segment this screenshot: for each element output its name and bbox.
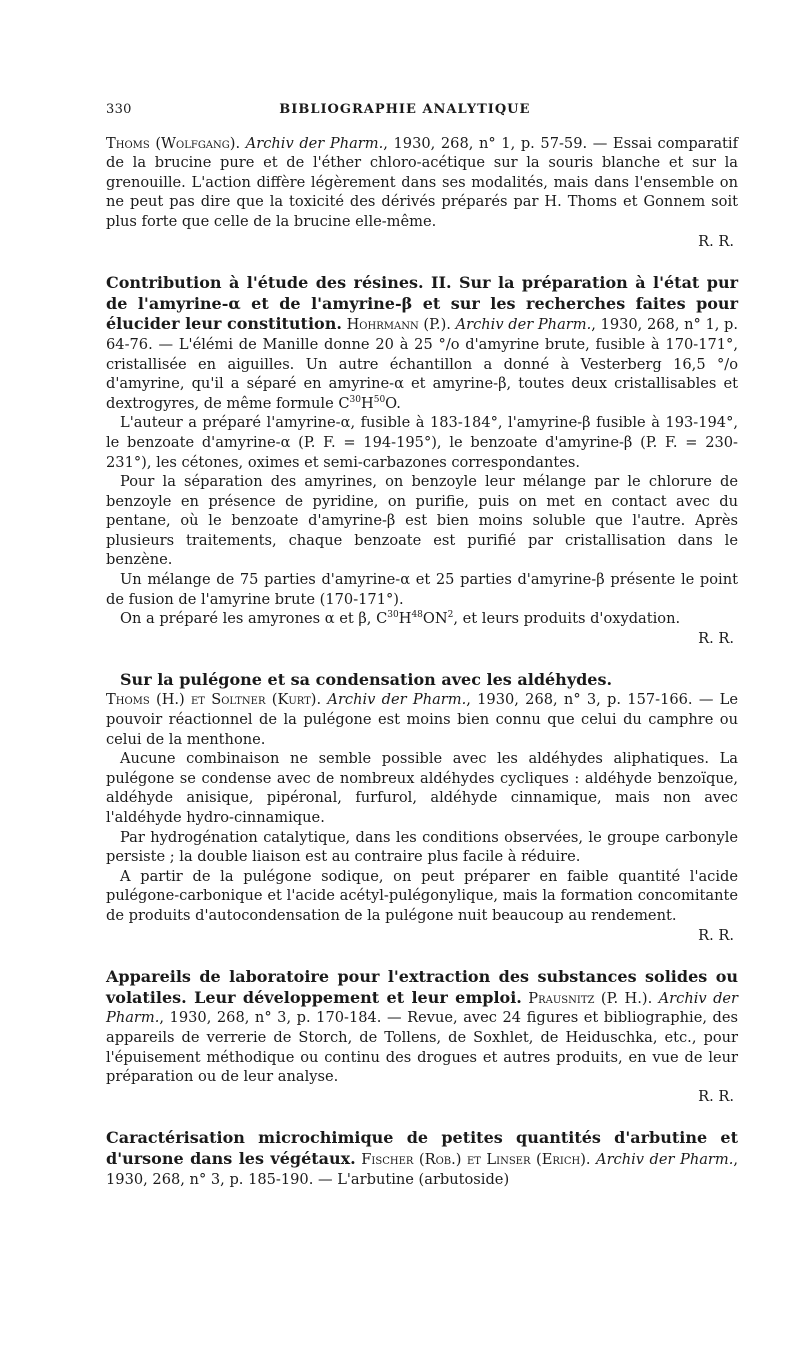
signature: R. R.	[698, 926, 734, 944]
entry-body	[106, 134, 738, 232]
entry-pulegone	[106, 670, 738, 945]
entry-text: , 1930, 268, n° 1, p. 57-59. — Essai comparatif de la brucine pure et de l'éther chloro-acétique sur la souris blanche et sur la grenouille. L'action diffère légèrement dans ses modalités, mais dans l'ensemble on ne peut pas dire que la toxicité des dérivés préparés par H. Thoms et Gonnem soit plus forte que celle de la brucine elle-même.	[106, 134, 738, 230]
text-run: , et leurs produits d'oxydation.	[453, 610, 681, 628]
entry-text: , 1930, 268, n° 3, p. 185-190. — L'arbutine (arbutoside)	[106, 1150, 739, 1188]
paragraph: Aucune combinaison ne semble possible avec les aldéhydes aliphatiques. La pulégone se condense avec de nombreux aldéhydes cycliques : aldéhyde benzoïque, aldéhyde anisique, pipéronal, furfurol, aldéhyde cinnamique, mais non avec l'aldéhyde hydro-cinnamique.	[106, 750, 738, 826]
entry-resines	[106, 273, 738, 648]
journal-name: Archiv der Pharm.	[327, 691, 467, 709]
paragraph: Par hydrogénation catalytique, dans les conditions observées, le groupe carbonyle persiste ; la double liaison est au contraire plus facile à réduire.	[106, 828, 738, 866]
entry-title: Appareils de laboratoire pour l'extraction des substances solides ou volatiles. Leur développement et leur emploi.	[106, 967, 738, 1007]
formula-sup: 50	[373, 394, 386, 405]
entry-brucine	[106, 134, 738, 252]
journal-name: Archiv der Pharm.	[245, 134, 384, 152]
paragraph: Un mélange de 75 parties d'amyrine-α et 25 parties d'amyrine-β présente le point de fusion de l'amyrine brute (170-171°).	[106, 571, 738, 608]
formula-sup: 2	[447, 610, 454, 621]
entry-body	[106, 690, 738, 749]
paragraph: A partir de la pulégone sodique, on peut préparer en faible quantité l'acide pulégone-carbonique et l'acide acétyl-pulégonylique, mais la formation concomitante de produits d'autocondensation de la pulégone nuit beaucoup au rendement.	[106, 867, 738, 924]
formula-sup: 30	[387, 610, 399, 621]
entry-body	[106, 1128, 738, 1189]
formula-sup: 48	[411, 610, 423, 621]
paragraph	[106, 609, 738, 629]
signature: R. R.	[698, 629, 734, 647]
entry-authors: Fischer (Rob.) et Linser (Erich).	[361, 1150, 591, 1168]
formula-part: H	[398, 610, 412, 628]
entry-arbutine	[106, 1128, 738, 1189]
formula-part: O.	[385, 394, 401, 412]
entry-appareils	[106, 967, 738, 1106]
entry-text: , 1930, 268, n° 3, p. 170-184. — Revue, avec 24 figures et bibliographie, des appareils de verrerie de Storch, de Tollens, de Soxhlet, de Heiduschka, etc., pour l'épuisement méthodique ou continu des drogues et autres produits, en vue de leur préparation ou de leur analyse.	[106, 1009, 738, 1086]
paragraph: L'auteur a préparé l'amyrine-α, fusible à 183-184°, l'amyrine-β fusible à 193-194°, le benzoate d'amyrine-α (P. F. = 194-195°), le benzoate d'amyrine-β (P. F. = 230-231°), les cétones, oximes et semi-carbazones correspondantes.	[106, 414, 738, 471]
entry-text: , 1930, 268, n° 3, p. 157-166. — Le pouvoir réactionnel de la pulégone est moins bien connu que celui du camphre ou celui de la menthone.	[106, 691, 739, 748]
entry-authors: Thoms (Wolfgang).	[106, 134, 241, 152]
journal-name: Archiv der Pharm.	[596, 1150, 734, 1168]
journal-name: Archiv der Pharm.	[455, 316, 592, 334]
entry-title: Caractérisation microchimique de petites quantités d'arbutine et d'ursone dans les végétaux.	[106, 1128, 738, 1168]
formula-part: ON	[422, 610, 448, 628]
entry-authors: Thoms (H.) et Soltner (Kurt).	[106, 691, 322, 709]
entry-title: Sur la pulégone et sa condensation avec les aldéhydes.	[120, 670, 613, 690]
text-run: On a préparé les amyrones α et β, C	[120, 610, 388, 628]
formula-sup: 30	[349, 394, 361, 405]
page	[106, 100, 738, 1189]
paragraph: Pour la séparation des amyrines, on benzoyle leur mélange par le chlorure de benzoyle en présence de pyridine, on purifie, puis on met en contact avec du pentane, où le benzoate d'amyrine-β est bien moins soluble que l'autre. Après plusieurs traitements, chaque benzoate est purifié par cristallisation dans le benzène.	[106, 473, 738, 569]
running-title: BIBLIOGRAPHIE ANALYTIQUE	[279, 102, 531, 117]
entry-authors: Prausnitz (P. H.).	[528, 989, 653, 1007]
page-number: 330	[106, 102, 132, 117]
entry-body	[106, 967, 738, 1087]
entry-body	[106, 273, 738, 413]
entry-title: Contribution à l'étude des résines. II. Sur la préparation à l'état pur de l'amyrine-α et de l'amyrine-β et sur les recherches faites pour élucider leur constitution.	[106, 273, 738, 334]
entry-authors: Hohrmann (P.).	[346, 316, 451, 334]
signature: R. R.	[698, 232, 734, 250]
signature: R. R.	[698, 1087, 734, 1105]
journal-name: Archiv der Pharm.	[106, 989, 739, 1027]
entry-text: , 1930, 268, n° 1, p. 64-76. — L'élémi de Manille donne 20 à 25 °/o d'amyrine brute, fusible à 170-171°, cristallisée en aiguilles. Un autre échantillon a donné à Vesterberg 16,5 °/o d'amyrine, qu'il a séparé en amyrine-α et amyrine-β, toutes deux cristallisables et dextrogyres, de même formule C	[106, 316, 739, 412]
page-header	[106, 100, 738, 120]
formula-part: H	[360, 394, 374, 412]
